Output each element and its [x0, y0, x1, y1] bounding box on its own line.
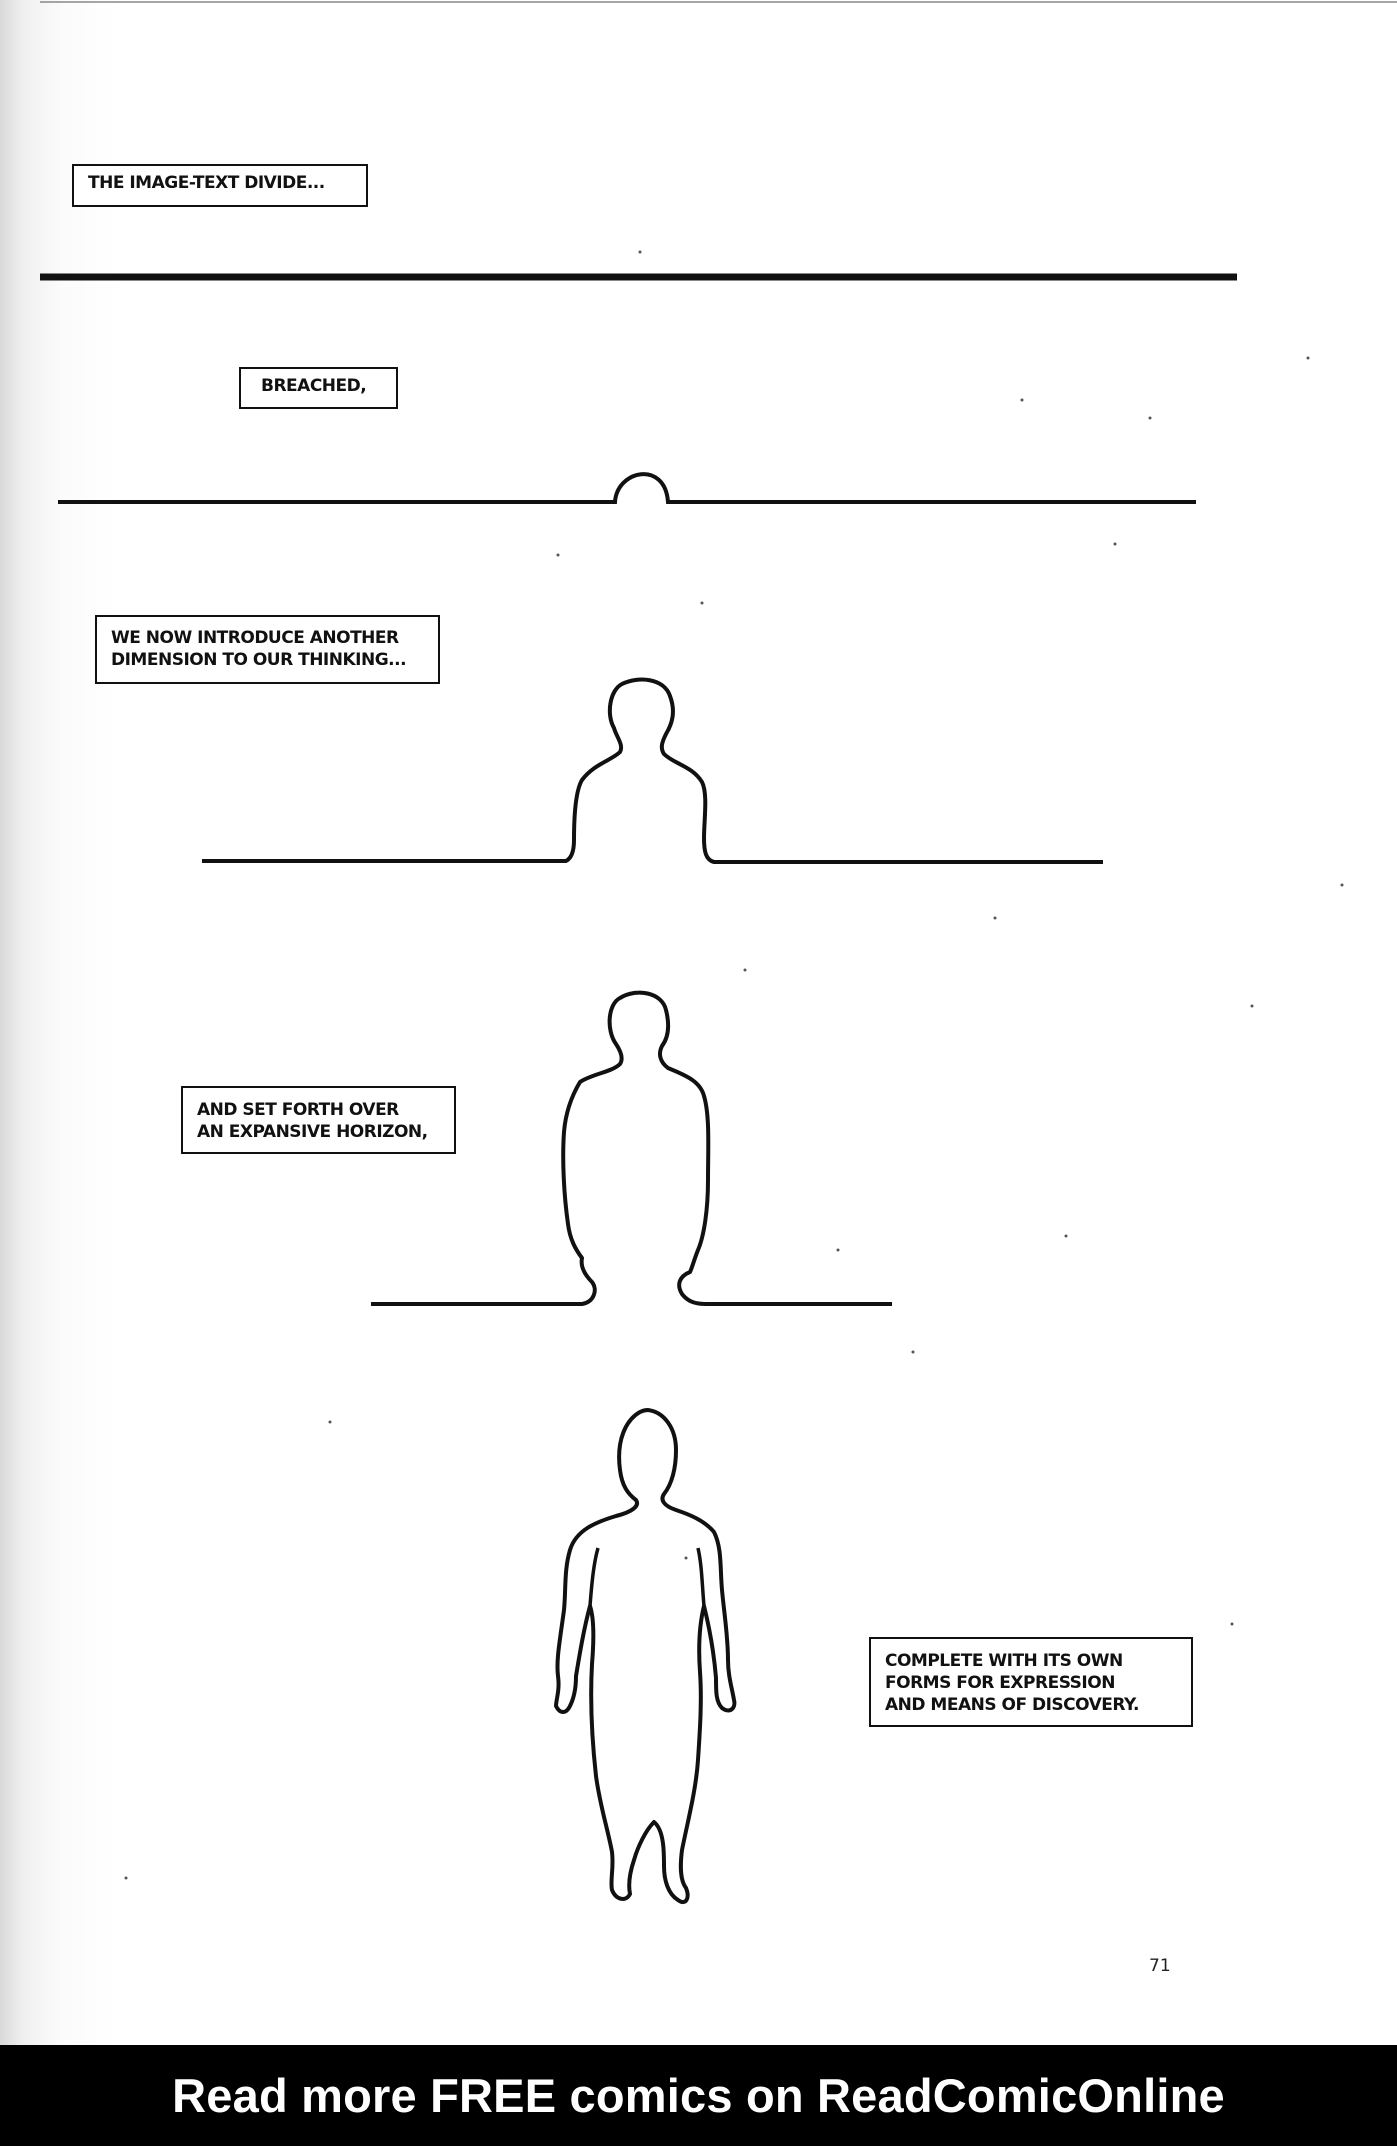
caption-complete-forms: COMPLETE WITH ITS OWN FORMS FOR EXPRESSION AND MEANS OF DISCOVERY.	[869, 1637, 1193, 1727]
emerging-figure-line	[202, 680, 1103, 862]
caption-another-dimension: WE NOW INTRODUCE ANOTHER DIMENSION TO OUR THINKING...	[95, 615, 440, 684]
promo-banner-text[interactable]: Read more FREE comics on ReadComicOnline	[172, 2069, 1225, 2122]
caption-image-text-divide: THE IMAGE-TEXT DIVIDE...	[72, 164, 368, 207]
page-number: 71	[1149, 1956, 1171, 1976]
figure-right-arm-inner	[698, 1548, 704, 1606]
breached-line	[58, 474, 1196, 502]
promo-banner[interactable]	[0, 2045, 1397, 2146]
caption-breached: BREACHED,	[239, 367, 398, 409]
full-figure	[556, 1410, 734, 1902]
figure-left-arm-inner	[590, 1548, 598, 1606]
caption-expansive-horizon: AND SET FORTH OVER AN EXPANSIVE HORIZON,	[181, 1086, 456, 1154]
